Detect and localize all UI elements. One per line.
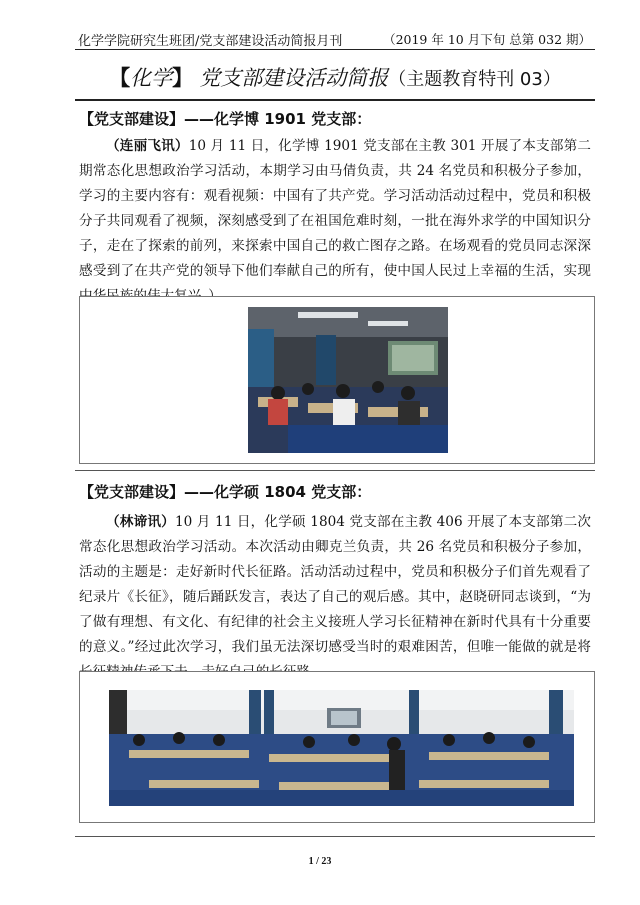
section-divider <box>75 470 595 471</box>
section-2-byline: （林谛讯） <box>106 514 175 530</box>
title-bracket-close: 】 <box>172 66 194 90</box>
section-1-branch: ——化学博 1901 党支部： <box>184 110 372 128</box>
header-rule <box>75 49 595 50</box>
section-1-heading <box>79 108 371 129</box>
bottom-rule <box>75 836 595 837</box>
section-2-photo <box>109 690 574 806</box>
running-header <box>75 28 595 48</box>
title-bracket-open: 【 <box>109 66 131 90</box>
section-1-body: 10 月 11 日，化学博 1901 党支部在主教 301 开展了本支部第二期常态化思想政治学习活动，本期学习由马倩负责，共 24 名党员和积极分子参加，学习的主要内容有：观看视频：中国有了共产党。学习活动活动过程中，党员和积极分子共同观看了视频，深刻感受到了在祖国危难时刻，一批在海外求学的中国知识分子，走在了探索的前列，来探索中国自己的救亡图存之路。在场观看的党员同志深深感受到了在共产党的领导下他们奉献自己的所有，使中国人民过上幸福的生活，实现 <box>79 138 592 279</box>
section-2-photo-frame <box>79 671 595 823</box>
section-2-tag: 【党支部建设】 <box>79 483 185 501</box>
section-2-branch: ——化学硕 1804 党支部： <box>184 483 372 501</box>
title-main: 党支部建设活动简报 <box>199 66 389 90</box>
header-publication: 化学学院研究生班团/党支部建设活动简报月刊 <box>78 34 343 49</box>
section-1-photo-frame <box>79 296 595 464</box>
section-1-byline: （连丽飞讯） <box>106 138 189 154</box>
title-tag: 化学 <box>130 66 173 90</box>
page-number: 1 / 23 <box>308 856 332 867</box>
section-1-tag: 【党支部建设】 <box>79 110 185 128</box>
section-2-paragraph <box>79 510 591 665</box>
header-issue: （2019 年 10 月下旬 总第 032 期） <box>383 32 591 47</box>
section-2-heading <box>79 481 371 502</box>
page-title <box>75 62 595 92</box>
title-rule <box>75 99 595 101</box>
section-2-body: 10 月 11 日，化学硕 1804 党支部在主教 406 开展了本支部第二次常态化思想政治学习活动。本次活动由卿克兰负责，共 26 名党员和积极分子参加，活动的主题是：走好新时代长征路。活动活动过程中，党员和积极分子们首先观看了纪录片《长征》，随后踊跃发言，表达了自己的观后感。其中，赵晓研同志谈到，“为了做有理想、有文化、有纪律的社会主义接班人学习长征精神在新时代具有十分重要的意义。”经过此次学习，我们虽无法深切感受当时的艰难困苦，但唯一能做的就是将 <box>79 514 591 655</box>
section-1-paragraph <box>79 134 591 294</box>
section-1-photo <box>248 307 448 453</box>
title-subtitle: （主题教育特刊 03） <box>388 69 561 90</box>
